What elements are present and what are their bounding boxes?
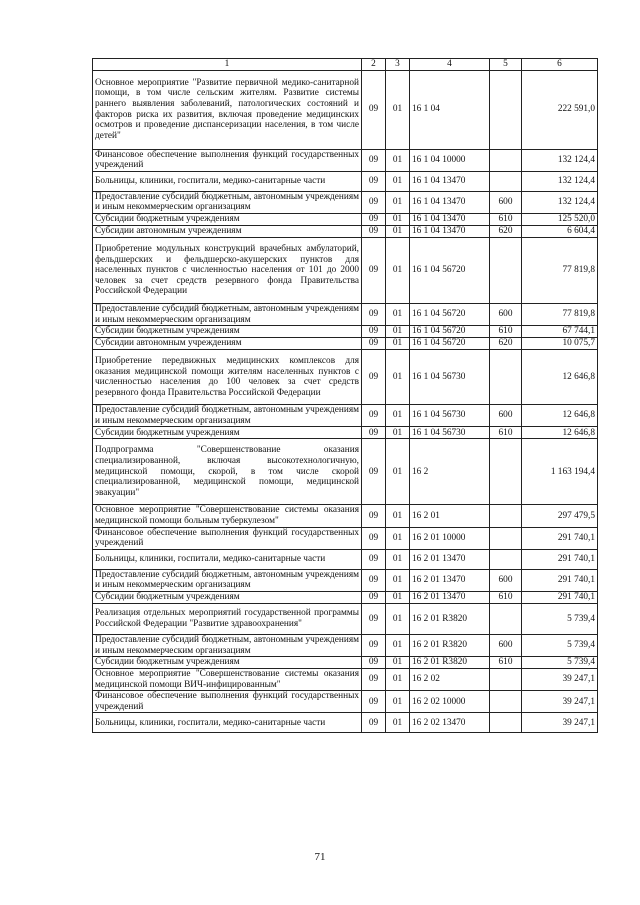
section-code-cell: 09: [362, 569, 386, 591]
amount-cell: 12 646,8: [522, 350, 598, 405]
amount-cell: 10 075,7: [522, 338, 598, 350]
target-code-cell: 16 1 04 13470: [410, 191, 490, 213]
amount-cell: 1 163 194,4: [522, 439, 598, 505]
table-row: [93, 549, 598, 569]
subsection-code-cell: 01: [386, 225, 410, 237]
table-row: [93, 149, 598, 171]
amount-cell: 5 739,4: [522, 634, 598, 656]
subsection-code-cell: 01: [386, 549, 410, 569]
subsection-code-cell: 01: [386, 338, 410, 350]
expense-type-cell: [490, 505, 522, 527]
section-code-cell: 09: [362, 669, 386, 691]
target-code-cell: 16 2 01 10000: [410, 527, 490, 549]
expense-type-cell: 610: [490, 427, 522, 439]
expense-type-cell: [490, 549, 522, 569]
item-name-cell: Больницы, клиники, госпитали, медико-санитарные части: [93, 713, 362, 733]
target-code-cell: 16 1 04 13470: [410, 171, 490, 191]
amount-cell: 12 646,8: [522, 405, 598, 427]
item-name-cell: Основное мероприятие "Совершенствование системы оказания медицинской помощи ВИЧ-инфицированным": [93, 669, 362, 691]
target-code-cell: 16 2 01 13470: [410, 591, 490, 603]
amount-cell: 132 124,4: [522, 191, 598, 213]
page-number: 71: [314, 851, 326, 863]
subsection-code-cell: 01: [386, 237, 410, 303]
table-row: [93, 527, 598, 549]
section-code-cell: 09: [362, 225, 386, 237]
amount-cell: 12 646,8: [522, 427, 598, 439]
target-code-cell: 16 1 04 56720: [410, 303, 490, 325]
item-name-cell: Субсидии бюджетным учреждениям: [93, 657, 362, 669]
item-name-cell: Предоставление субсидий бюджетным, автономным учреждениям и иным некоммерческим организациям: [93, 634, 362, 656]
table-row: [93, 691, 598, 713]
table-row: [93, 70, 598, 149]
target-code-cell: 16 1 04 56720: [410, 237, 490, 303]
section-code-cell: 09: [362, 505, 386, 527]
table-row: [93, 213, 598, 225]
amount-cell: 132 124,4: [522, 171, 598, 191]
target-code-cell: 16 1 04 56720: [410, 338, 490, 350]
subsection-code-cell: 01: [386, 439, 410, 505]
target-code-cell: 16 1 04 56730: [410, 405, 490, 427]
expense-type-cell: [490, 527, 522, 549]
expense-type-cell: 610: [490, 213, 522, 225]
subsection-code-cell: 01: [386, 591, 410, 603]
section-code-cell: 09: [362, 191, 386, 213]
table-row: [93, 669, 598, 691]
item-name-cell: Предоставление субсидий бюджетным, автономным учреждениям и иным некоммерческим организациям: [93, 569, 362, 591]
expense-type-cell: [490, 171, 522, 191]
subsection-code-cell: 01: [386, 427, 410, 439]
target-code-cell: 16 2 01 13470: [410, 549, 490, 569]
item-name-cell: Предоставление субсидий бюджетным, автономным учреждениям и иным некоммерческим организациям: [93, 191, 362, 213]
subsection-code-cell: 01: [386, 505, 410, 527]
section-code-cell: 09: [362, 405, 386, 427]
target-code-cell: 16 1 04 13470: [410, 225, 490, 237]
amount-cell: 291 740,1: [522, 527, 598, 549]
item-name-cell: Субсидии бюджетным учреждениям: [93, 213, 362, 225]
subsection-code-cell: 01: [386, 191, 410, 213]
target-code-cell: 16 2 01 13470: [410, 569, 490, 591]
table-row: [93, 591, 598, 603]
subsection-code-cell: 01: [386, 603, 410, 634]
target-code-cell: 16 2 02 13470: [410, 713, 490, 733]
table-row: [93, 634, 598, 656]
expense-type-cell: [490, 237, 522, 303]
amount-cell: 67 744,1: [522, 326, 598, 338]
subsection-code-cell: 01: [386, 326, 410, 338]
amount-cell: 125 520,0: [522, 213, 598, 225]
section-code-cell: 09: [362, 657, 386, 669]
amount-cell: 5 739,4: [522, 657, 598, 669]
expense-type-cell: 620: [490, 338, 522, 350]
amount-cell: 77 819,8: [522, 303, 598, 325]
section-code-cell: 09: [362, 213, 386, 225]
amount-cell: 222 591,0: [522, 70, 598, 149]
subsection-code-cell: 01: [386, 657, 410, 669]
amount-cell: 291 740,1: [522, 569, 598, 591]
target-code-cell: 16 1 04: [410, 70, 490, 149]
item-name-cell: Приобретение модульных конструкций врачебных амбулаторий, фельдшерских и фельдшерско-акушерских пунктов для населенных пунктов с численностью населения от 101 до 2000 человек за счет средств резервного фонда Правительства Российской Федерации: [93, 237, 362, 303]
target-code-cell: 16 1 04 56730: [410, 427, 490, 439]
item-name-cell: Подпрограмма "Совершенствование оказания специализированной, включая высокотехнологичную, медицинской помощи, скорой, в том числе скорой специализированной, медицинской помощи, медицинской эвакуации": [93, 439, 362, 505]
subsection-code-cell: 01: [386, 669, 410, 691]
budget-table: [92, 58, 598, 733]
section-code-cell: 09: [362, 171, 386, 191]
table-row: [93, 713, 598, 733]
expense-type-cell: 610: [490, 326, 522, 338]
table-row: [93, 569, 598, 591]
item-name-cell: Больницы, клиники, госпитали, медико-санитарные части: [93, 171, 362, 191]
table-row: [93, 439, 598, 505]
target-code-cell: 16 1 04 13470: [410, 213, 490, 225]
amount-cell: 6 604,4: [522, 225, 598, 237]
subsection-code-cell: 01: [386, 149, 410, 171]
section-code-cell: 09: [362, 149, 386, 171]
target-code-cell: 16 1 04 10000: [410, 149, 490, 171]
target-code-cell: 16 2 02: [410, 669, 490, 691]
target-code-cell: 16 2 01 R3820: [410, 634, 490, 656]
section-code-cell: 09: [362, 427, 386, 439]
target-code-cell: 16 2 01: [410, 505, 490, 527]
expense-type-cell: [490, 603, 522, 634]
subsection-code-cell: 01: [386, 634, 410, 656]
item-name-cell: Больницы, клиники, госпитали, медико-санитарные части: [93, 549, 362, 569]
column-header-4: 4: [410, 59, 490, 71]
expense-type-cell: [490, 669, 522, 691]
expense-type-cell: 600: [490, 303, 522, 325]
table-row: [93, 657, 598, 669]
target-code-cell: 16 1 04 56720: [410, 326, 490, 338]
table-row: [93, 326, 598, 338]
amount-cell: 39 247,1: [522, 713, 598, 733]
table-row: [93, 405, 598, 427]
section-code-cell: 09: [362, 527, 386, 549]
section-code-cell: 09: [362, 603, 386, 634]
amount-cell: 132 124,4: [522, 149, 598, 171]
item-name-cell: Реализация отдельных мероприятий государственной программы Российской Федерации "Развитие здравоохранения": [93, 603, 362, 634]
subsection-code-cell: 01: [386, 691, 410, 713]
item-name-cell: Финансовое обеспечение выполнения функций государственных учреждений: [93, 149, 362, 171]
section-code-cell: 09: [362, 350, 386, 405]
expense-type-cell: [490, 70, 522, 149]
target-code-cell: 16 1 04 56730: [410, 350, 490, 405]
item-name-cell: Основное мероприятие "Совершенствование системы оказания медицинской помощи больным туберкулезом": [93, 505, 362, 527]
expense-type-cell: 600: [490, 569, 522, 591]
subsection-code-cell: 01: [386, 569, 410, 591]
target-code-cell: 16 2 02 10000: [410, 691, 490, 713]
amount-cell: 39 247,1: [522, 669, 598, 691]
item-name-cell: Основное мероприятие "Развитие первичной медико-санитарной помощи, в том числе сельским жителям. Развитие системы раннего выявления заболеваний, патологических состояний и факторов риска их развития, включая проведение медицинских осмотров и проведение диспансеризации населения, в том числе детей": [93, 70, 362, 149]
item-name-cell: Предоставление субсидий бюджетным, автономным учреждениям и иным некоммерческим организациям: [93, 303, 362, 325]
table-row: [93, 171, 598, 191]
item-name-cell: Финансовое обеспечение выполнения функций государственных учреждений: [93, 691, 362, 713]
table-row: [93, 225, 598, 237]
subsection-code-cell: 01: [386, 303, 410, 325]
item-name-cell: Финансовое обеспечение выполнения функций государственных учреждений: [93, 527, 362, 549]
expense-type-cell: [490, 350, 522, 405]
expense-type-cell: 600: [490, 191, 522, 213]
section-code-cell: 09: [362, 691, 386, 713]
amount-cell: 77 819,8: [522, 237, 598, 303]
column-header-2: 2: [362, 59, 386, 71]
item-name-cell: Субсидии бюджетным учреждениям: [93, 591, 362, 603]
section-code-cell: 09: [362, 591, 386, 603]
expense-type-cell: 610: [490, 591, 522, 603]
target-code-cell: 16 2: [410, 439, 490, 505]
expense-type-cell: 600: [490, 405, 522, 427]
section-code-cell: 09: [362, 70, 386, 149]
subsection-code-cell: 01: [386, 350, 410, 405]
subsection-code-cell: 01: [386, 713, 410, 733]
subsection-code-cell: 01: [386, 527, 410, 549]
table-row: [93, 603, 598, 634]
expense-type-cell: [490, 149, 522, 171]
table-body: [93, 70, 598, 733]
table-row: [93, 303, 598, 325]
column-header-6: 6: [522, 59, 598, 71]
table-row: [93, 350, 598, 405]
subsection-code-cell: 01: [386, 405, 410, 427]
section-code-cell: 09: [362, 237, 386, 303]
table-header-row: [93, 59, 598, 71]
expense-type-cell: [490, 439, 522, 505]
section-code-cell: 09: [362, 713, 386, 733]
amount-cell: 291 740,1: [522, 591, 598, 603]
subsection-code-cell: 01: [386, 213, 410, 225]
table-row: [93, 237, 598, 303]
item-name-cell: Субсидии автономным учреждениям: [93, 338, 362, 350]
expense-type-cell: [490, 691, 522, 713]
column-header-5: 5: [490, 59, 522, 71]
amount-cell: 297 479,5: [522, 505, 598, 527]
table-row: [93, 191, 598, 213]
table-row: [93, 505, 598, 527]
expense-type-cell: [490, 713, 522, 733]
table-row: [93, 427, 598, 439]
table-row: [93, 338, 598, 350]
item-name-cell: Субсидии бюджетным учреждениям: [93, 427, 362, 439]
section-code-cell: 09: [362, 549, 386, 569]
column-header-3: 3: [386, 59, 410, 71]
column-header-1: 1: [93, 59, 362, 71]
section-code-cell: 09: [362, 338, 386, 350]
amount-cell: 39 247,1: [522, 691, 598, 713]
section-code-cell: 09: [362, 439, 386, 505]
item-name-cell: Приобретение передвижных медицинских комплексов для оказания медицинской помощи жителям населенных пунктов с численностью населения до 100 человек за счет средств резервного фонда Правительства Российской Федерации: [93, 350, 362, 405]
section-code-cell: 09: [362, 634, 386, 656]
subsection-code-cell: 01: [386, 171, 410, 191]
expense-type-cell: 600: [490, 634, 522, 656]
target-code-cell: 16 2 01 R3820: [410, 657, 490, 669]
section-code-cell: 09: [362, 303, 386, 325]
section-code-cell: 09: [362, 326, 386, 338]
target-code-cell: 16 2 01 R3820: [410, 603, 490, 634]
item-name-cell: Субсидии автономным учреждениям: [93, 225, 362, 237]
item-name-cell: Предоставление субсидий бюджетным, автономным учреждениям и иным некоммерческим организациям: [93, 405, 362, 427]
amount-cell: 291 740,1: [522, 549, 598, 569]
expense-type-cell: 610: [490, 657, 522, 669]
amount-cell: 5 739,4: [522, 603, 598, 634]
item-name-cell: Субсидии бюджетным учреждениям: [93, 326, 362, 338]
subsection-code-cell: 01: [386, 70, 410, 149]
expense-type-cell: 620: [490, 225, 522, 237]
